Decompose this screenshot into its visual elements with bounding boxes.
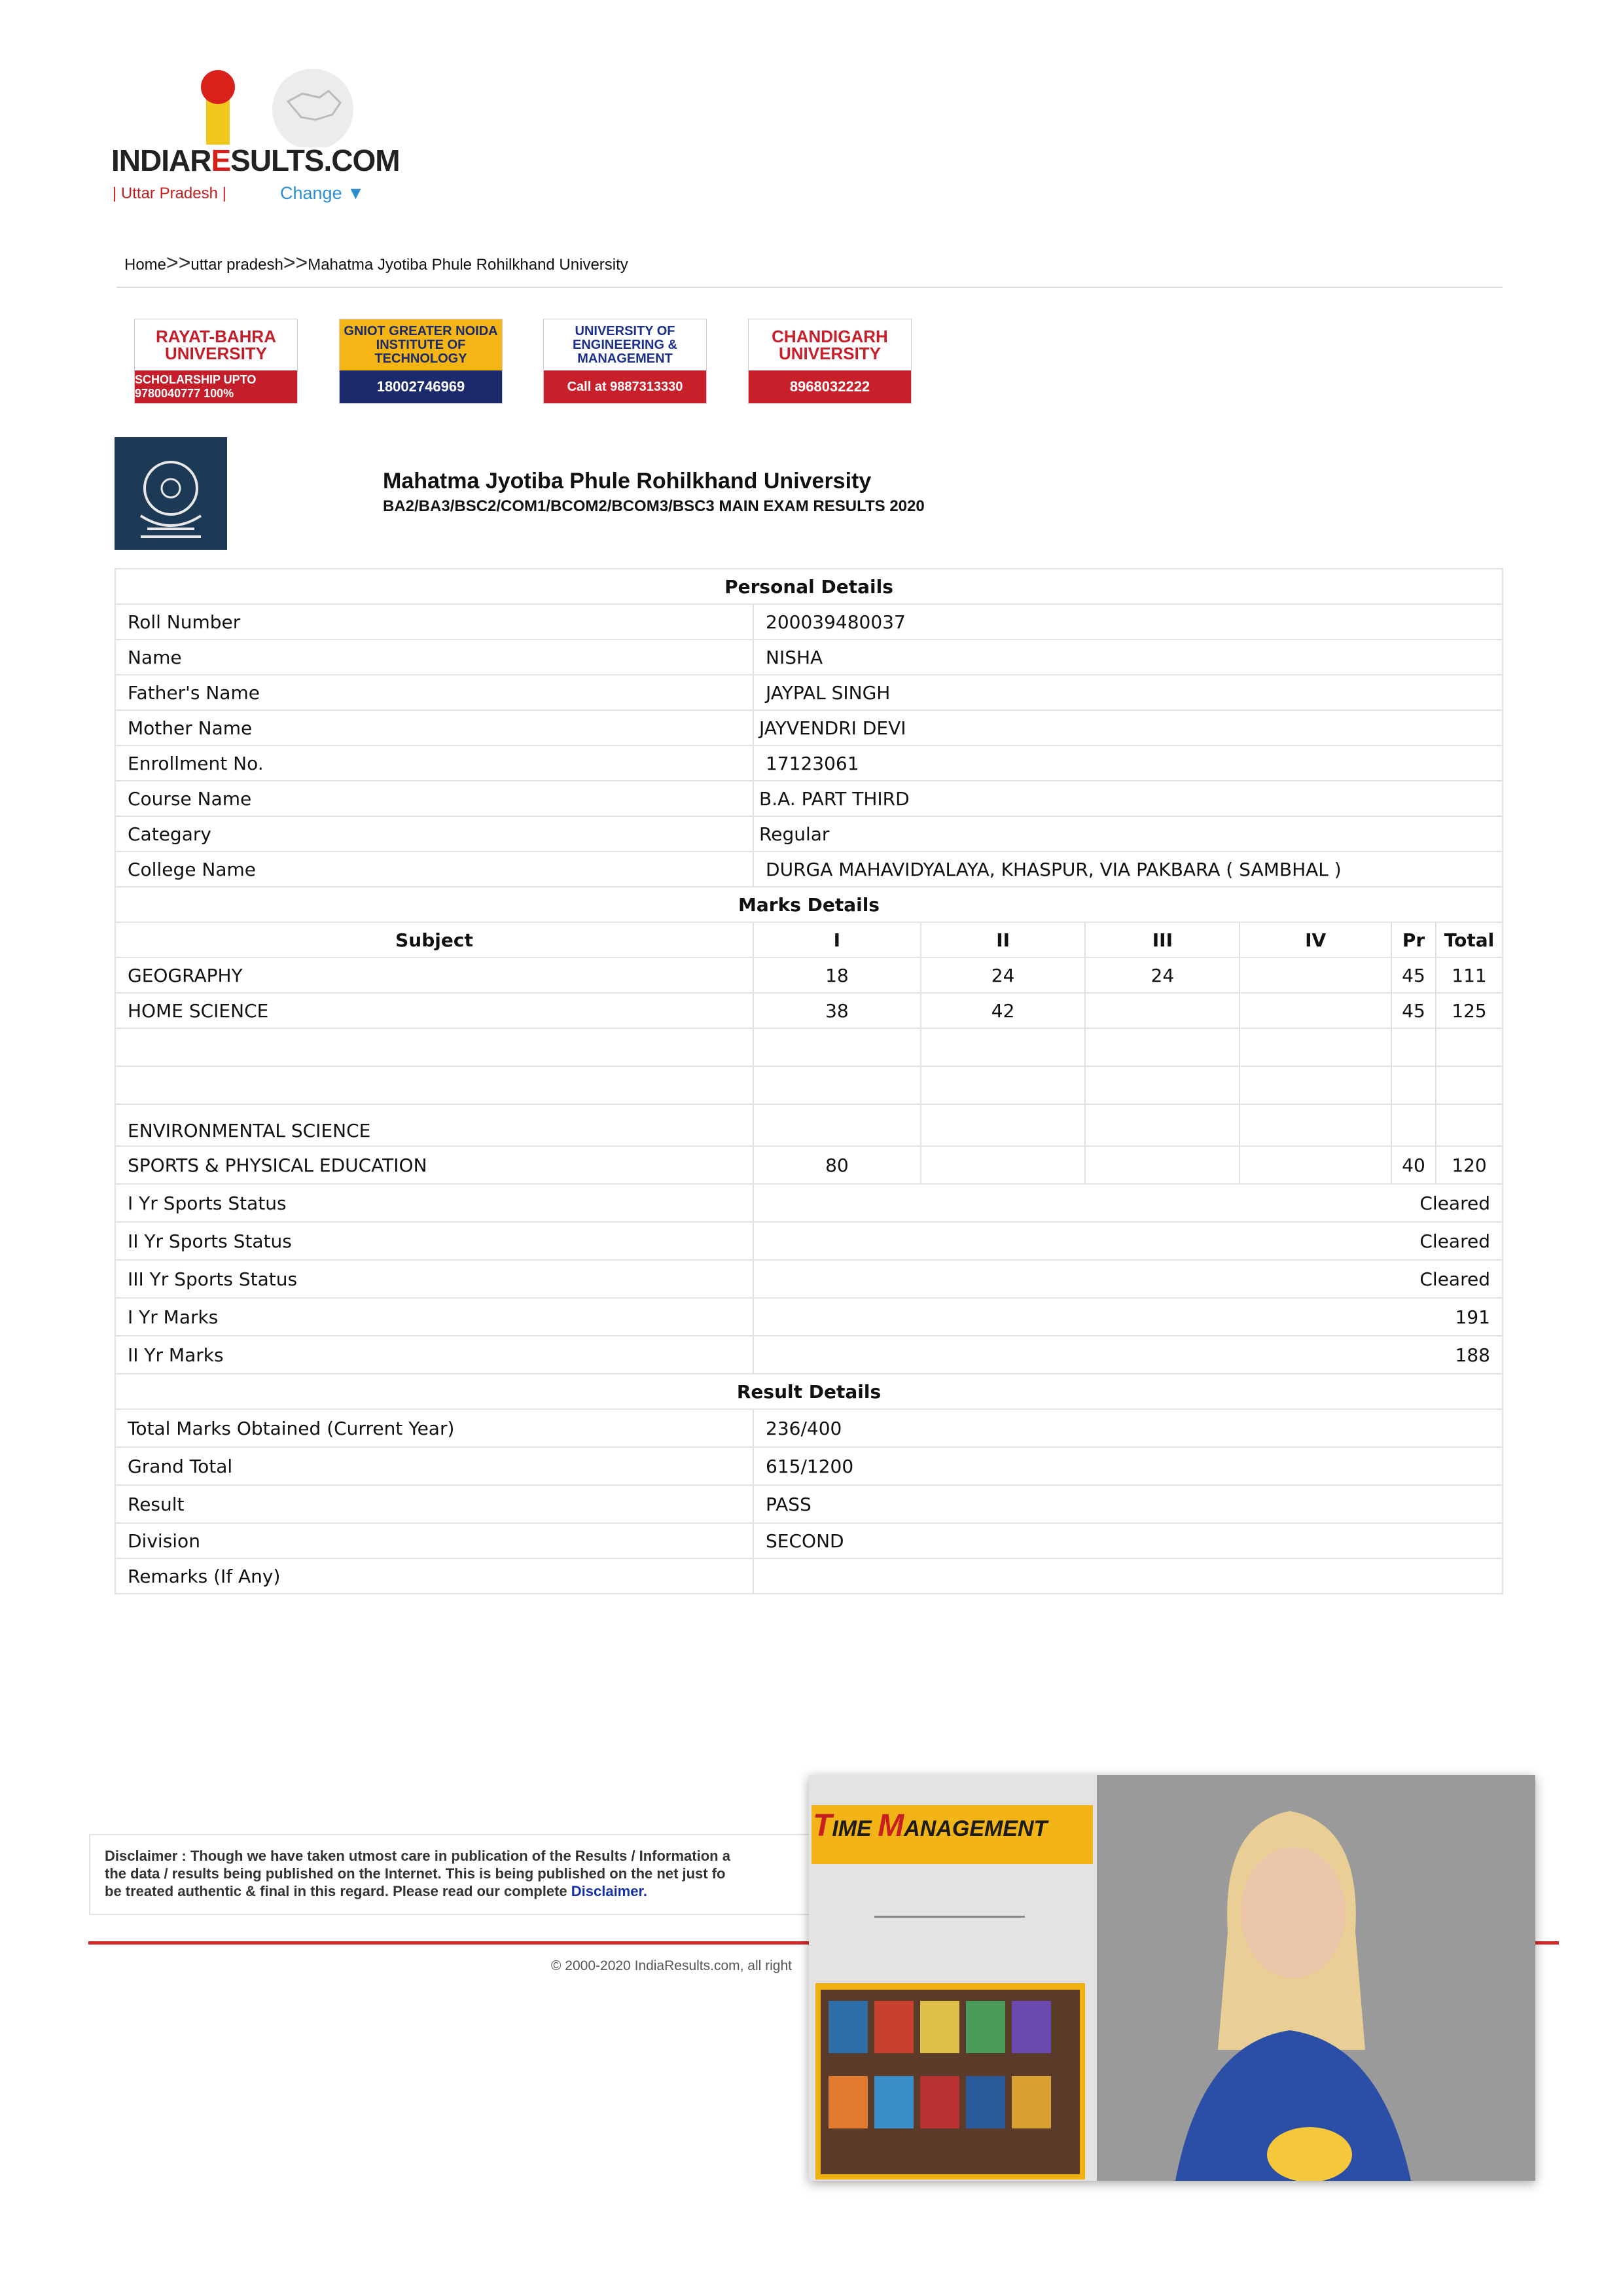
mark-cell: 38 [753,993,921,1028]
row-label: Roll Number [115,604,753,639]
table-row [115,958,1503,993]
mark-cell [1391,1066,1436,1104]
sports-status: Cleared [753,1222,1503,1260]
table-row [115,675,1503,710]
row-label: I Yr Sports Status [115,1184,753,1222]
mark-cell [921,1104,1086,1146]
mark-cell: 40 [1391,1146,1436,1184]
row-label: II Yr Marks [115,1336,753,1374]
column-header: Subject [115,922,753,958]
row-label: III Yr Sports Status [115,1260,753,1298]
ad-subtitle: 8968032222 [749,370,911,403]
column-header: III [1085,922,1240,958]
breadcrumb-university[interactable]: Mahatma Jyotiba Phule Rohilkhand University [308,256,628,274]
video-player[interactable] [809,1775,1535,2181]
ad-title: RAYAT-BAHRA UNIVERSITY [135,319,297,370]
university-title: Mahatma Jyotiba Phule Rohilkhand University [383,469,872,493]
sports-status: Cleared [753,1260,1503,1298]
mark-cell [921,1066,1086,1104]
ad-gniot[interactable] [339,319,503,404]
table-row [115,604,1503,639]
disclaimer-line: be treated authentic & final in this regard. Please read our complete Disclaimer. [105,1883,647,1899]
mark-cell [1436,1104,1503,1146]
course-name: B.A. PART THIRD [753,781,1503,816]
result-table [115,568,1503,1594]
mark-cell [1085,1066,1240,1104]
logo-wordmark: INDIARESULTS.COM [111,143,400,177]
ad-title: UNIVERSITY OF ENGINEERING & MANAGEMENT [544,319,706,370]
table-row [115,710,1503,745]
table-row [115,993,1503,1028]
mark-cell [1436,1028,1503,1066]
table-row [115,745,1503,781]
copyright: © 2000-2020 IndiaResults.com, all right [551,1958,793,1973]
mark-cell [921,1028,1086,1066]
enrollment-number: 17123061 [753,745,1503,781]
row-label: Enrollment No. [115,745,753,781]
mark-cell [753,1104,921,1146]
row-label: Remarks (If Any) [115,1558,753,1594]
mark-cell: 45 [1391,993,1436,1028]
mark-cell [1436,1066,1503,1104]
breadcrumb-separator: >> [166,251,191,274]
disclaimer-link[interactable]: Disclaimer. [571,1883,647,1899]
row-label: Father's Name [115,675,753,710]
student-name: NISHA [753,639,1503,675]
table-row [115,1104,1503,1146]
mark-cell: 125 [1436,993,1503,1028]
mark-cell [1085,1104,1240,1146]
marks-details-heading: Marks Details [115,887,1503,922]
table-row [115,1066,1503,1104]
table-row [115,1447,1503,1485]
table-row [115,781,1503,816]
table-row [115,816,1503,852]
remarks [753,1558,1503,1594]
mark-cell [1085,993,1240,1028]
category: Regular [753,816,1503,852]
table-row [115,1409,1503,1447]
mark-cell: 18 [753,958,921,993]
row-label: College Name [115,852,753,887]
mark-cell [1085,1028,1240,1066]
ad-subtitle: 18002746969 [340,370,502,403]
row-label: Mother Name [115,710,753,745]
division: SECOND [753,1523,1503,1558]
mark-cell [1240,1066,1391,1104]
mark-cell [1240,1104,1391,1146]
mark-cell [921,1146,1086,1184]
table-row [115,1523,1503,1558]
current-state: | Uttar Pradesh | [113,185,226,202]
table-row [115,1298,1503,1336]
mark-cell: 45 [1391,958,1436,993]
mark-cell [1240,1146,1391,1184]
breadcrumb-state[interactable]: uttar pradesh [190,256,283,274]
row-label: I Yr Marks [115,1298,753,1336]
breadcrumb-separator: >> [283,251,308,274]
mark-cell [1391,1028,1436,1066]
table-row [115,1146,1503,1184]
table-row [115,639,1503,675]
subject-name [115,1028,753,1066]
mark-cell [1085,1146,1240,1184]
subject-name: ENVIRONMENTAL SCIENCE [115,1104,753,1146]
result-details-heading: Result Details [115,1374,1503,1409]
column-header: I [753,922,921,958]
row-label: Course Name [115,781,753,816]
grand-total: 615/1200 [753,1447,1503,1485]
mark-cell: 42 [921,993,1086,1028]
column-header: Total [1436,922,1503,958]
disclaimer-line: the data / results being published on the Internet. This is being published on the net just fo [105,1865,726,1882]
table-row [115,1260,1503,1298]
subject-name: SPORTS & PHYSICAL EDUCATION [115,1146,753,1184]
table-row [115,1558,1503,1594]
breadcrumb-home[interactable]: Home [124,256,167,274]
mark-cell [1240,993,1391,1028]
ad-chandigarh[interactable] [748,319,912,404]
mark-cell [753,1066,921,1104]
exam-title: BA2/BA3/BSC2/COM1/BCOM2/BCOM3/BSC3 MAIN EXAM RESULTS 2020 [383,497,925,515]
row-label: Division [115,1523,753,1558]
table-row [115,852,1503,887]
column-header: II [921,922,1086,958]
row-label: Categary [115,816,753,852]
mother-name: JAYVENDRI DEVI [753,710,1503,745]
result-status: PASS [753,1485,1503,1523]
board-title: TIME MANAGEMENT [813,1808,1048,1843]
subject-name: GEOGRAPHY [115,958,753,993]
year-marks: 188 [753,1336,1503,1374]
personal-details-heading: Personal Details [115,569,1503,604]
year-marks: 191 [753,1298,1503,1336]
breadcrumb [124,251,628,275]
mark-cell [1240,1028,1391,1066]
ad-rayat-bahra[interactable] [134,319,298,404]
table-row [115,1028,1503,1066]
marks-header-row [115,922,1503,958]
column-header: IV [1240,922,1391,958]
disclaimer-line: Disclaimer : Though we have taken utmost care in publication of the Results / Information a [105,1848,730,1864]
table-row [115,1222,1503,1260]
mark-cell: 24 [921,958,1086,993]
father-name: JAYPAL SINGH [753,675,1503,710]
total-marks: 236/400 [753,1409,1503,1447]
mark-cell: 24 [1085,958,1240,993]
ad-uem[interactable] [543,319,707,404]
divider [116,287,1503,288]
table-row [115,1485,1503,1523]
subject-name [115,1066,753,1104]
change-state-link[interactable]: Change ▼ [280,183,365,203]
ad-title: GNIOT GREATER NOIDA INSTITUTE OF TECHNOLOGY [340,319,502,370]
column-header: Pr [1391,922,1436,958]
row-label: Total Marks Obtained (Current Year) [115,1409,753,1447]
college-name: DURGA MAHAVIDYALAYA, KHASPUR, VIA PAKBARA ( SAMBHAL ) [753,852,1503,887]
ad-subtitle: SCHOLARSHIP UPTO 9780040777 100% [135,370,297,403]
ad-subtitle: Call at 9887313330 [544,370,706,403]
mark-cell: 80 [753,1146,921,1184]
mark-cell [753,1028,921,1066]
row-label: II Yr Sports Status [115,1222,753,1260]
sports-status: Cleared [753,1184,1503,1222]
table-row [115,1336,1503,1374]
university-emblem [115,437,227,550]
mark-cell: 120 [1436,1146,1503,1184]
ad-title: CHANDIGARH UNIVERSITY [749,319,911,370]
row-label: Result [115,1485,753,1523]
roll-number: 200039480037 [753,604,1503,639]
mark-cell [1240,958,1391,993]
mark-cell: 111 [1436,958,1503,993]
mark-cell [1391,1104,1436,1146]
row-label: Name [115,639,753,675]
subject-name: HOME SCIENCE [115,993,753,1028]
table-row [115,1184,1503,1222]
row-label: Grand Total [115,1447,753,1485]
